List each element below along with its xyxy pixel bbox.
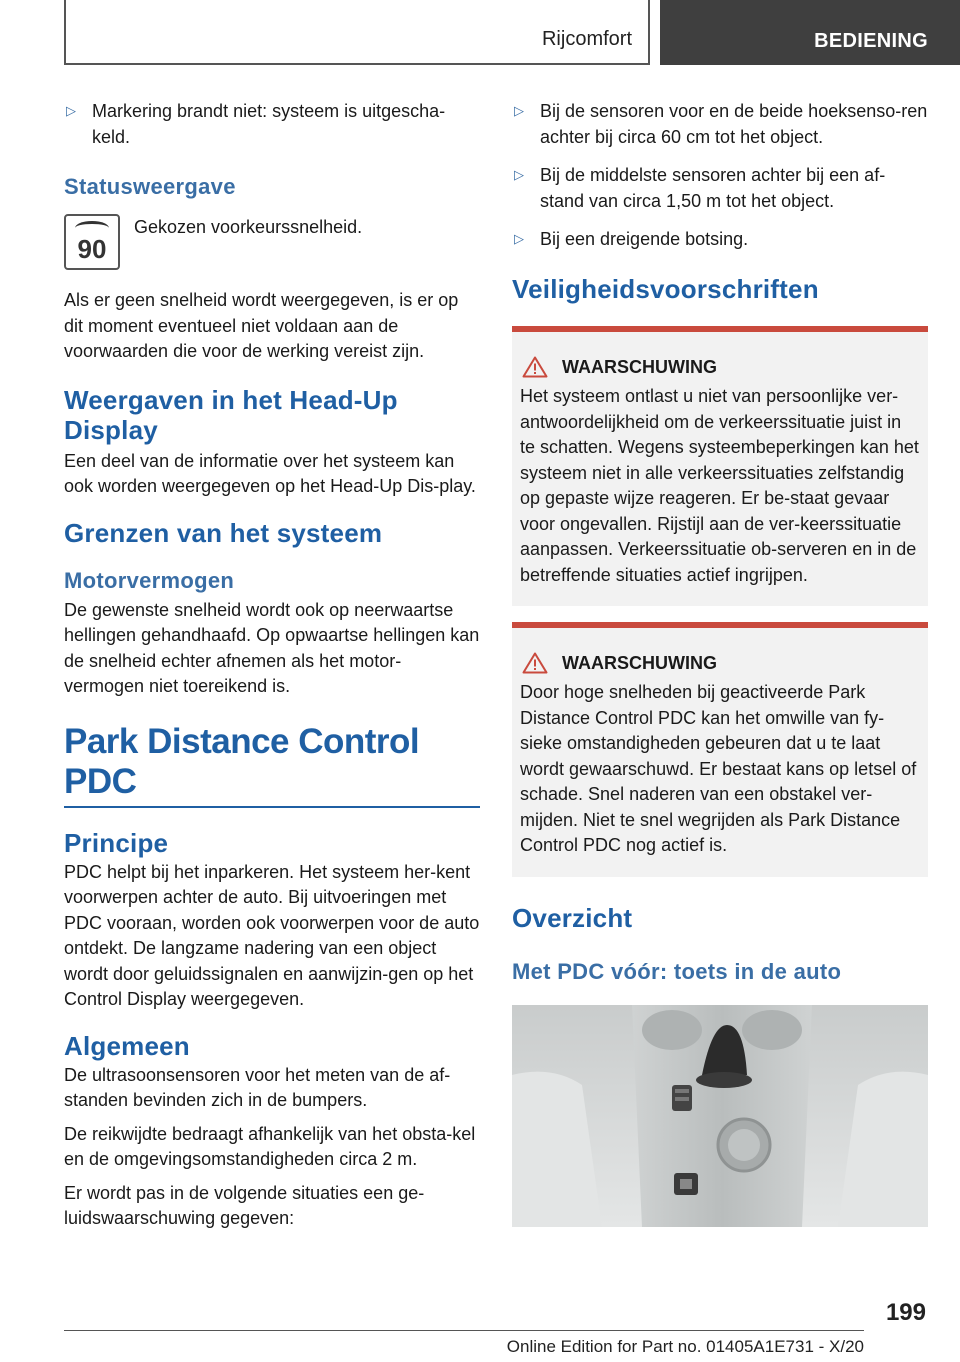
warning-title: WAARSCHUWING [562, 652, 717, 673]
speed-limit-icon [64, 214, 120, 270]
warning-triangle-icon [522, 652, 548, 674]
general-paragraph-1: De ultrasoonsensoren voor het meten van de af-standen bevinden zich in de bumpers. [64, 1064, 451, 1110]
left-column [64, 98, 480, 1240]
page-number: 199 [885, 1299, 926, 1326]
principle-heading: Principe [64, 827, 169, 858]
header-section-title: Rijcomfort [541, 28, 632, 50]
general-paragraph-2: De reikwijdte bedraagt afhankelijk van het obsta-kel en de omgevingsomstandigheden circa 2 m. [64, 1123, 476, 1169]
footer-edition: Online Edition for Part no. 01405A1E731 - X/20 [506, 1337, 864, 1356]
warning-text: Het systeem ontlast u niet van persoonlijke ver-antwoordelijkheid om de verkeerssituatie juist in te schatten. Wegens systeembeperkingen kan het systeem niet in alle verkeerssituaties zelfstandig op gepaste wijze reageren. Er be-staat gevaar voor ongevallen. Rijstijl aan de ver-keerssituatie aanpassen. Verkeerssituatie ob-serveren en in de betreffende situaties actief ingrijpen. [520, 386, 919, 585]
general-heading: Algemeen [64, 1030, 190, 1061]
hud-heading: Weergaven in het Head-Up Display [64, 384, 398, 445]
list-item: ▷ Bij de middelste sensoren achter bij een af-stand van circa 1,50 m tot het object. [512, 162, 928, 214]
center-console-illustration [512, 1005, 928, 1227]
list-item: ▷ Bij een dreigende botsing. [512, 226, 928, 252]
engine-heading: Motorvermogen [64, 567, 235, 593]
bullet-list [64, 98, 480, 150]
engine-text: De gewenste snelheid wordt ook op neerwaartse hellingen gehandhaafd. Op opwaartse hellingen kan de snelheid echter afnemen als het motor-vermogen niet toereikend is. [64, 599, 480, 696]
status-description: Gekozen voorkeurssnelheid. [134, 217, 363, 237]
right-column [512, 98, 928, 1227]
front-pdc-heading: Met PDC vóór: toets in de auto [512, 958, 842, 984]
warning-title: WAARSCHUWING [562, 356, 717, 377]
hud-text: Een deel van de informatie over het systeem kan ook worden weergegeven op het Head-Up Dis-play. [64, 450, 476, 496]
overview-heading: Overzicht [512, 902, 633, 933]
list-item: ▷ Bij de sensoren voor en de beide hoeksenso-ren achter bij circa 60 cm tot het object. [512, 98, 928, 150]
status-heading: Statusweergave [64, 174, 236, 199]
footer-divider [64, 1330, 864, 1331]
list-item: ▷ Markering brandt niet: systeem is uitgescha-keld. [64, 98, 480, 150]
warning-box [512, 326, 928, 606]
pdc-title-block [64, 722, 480, 808]
limits-heading: Grenzen van het systeem [64, 517, 383, 548]
status-row [64, 214, 480, 270]
status-note: Als er geen snelheid wordt weergegeven, is er op dit moment eventueel niet voldaan aan de voorwaarden die voor de werking vereist zijn. [64, 290, 459, 361]
page-title: Park Distance Control PDC [64, 721, 420, 801]
warning-text: Door hoge snelheden bij geactiveerde Park Distance Control PDC kan het omwille van fy-sieke omstandigheden gebeuren dat u te laat wordt gewaarschuwd. Er bestaat kans op letsel of schade. Snel naderen van een obstakel ver-mijden. Niet te snel wegrijden als Park Distance Control PDC nog actief is. [520, 682, 917, 855]
safety-heading: Veiligheidsvoorschriften [512, 274, 819, 304]
center-console-photo [512, 1005, 928, 1227]
header-chapter-box [660, 0, 960, 65]
warning-title-row [520, 356, 920, 378]
general-paragraph-3: Er wordt pas in de volgende situaties een ge-luidswaarschuwing gegeven: [64, 1182, 425, 1228]
warning-box [512, 622, 928, 877]
speed-icon-value: 90 [77, 234, 107, 264]
bullet-list [512, 98, 928, 252]
principle-text: PDC helpt bij het inparkeren. Het systeem her-kent voorwerpen achter de auto. Bij uitvoeringen met PDC vooraan, worden ook voorwerpen voor de auto ontdekt. De langzame nadering van een object wordt door geluidssignalen en aanwijzin-gen op het Control Display weergegeven. [64, 861, 480, 1009]
header-chapter-title: BEDIENING [814, 30, 928, 52]
warning-title-row [520, 652, 920, 674]
warning-triangle-icon [522, 356, 548, 378]
header-section-box [64, 0, 650, 65]
